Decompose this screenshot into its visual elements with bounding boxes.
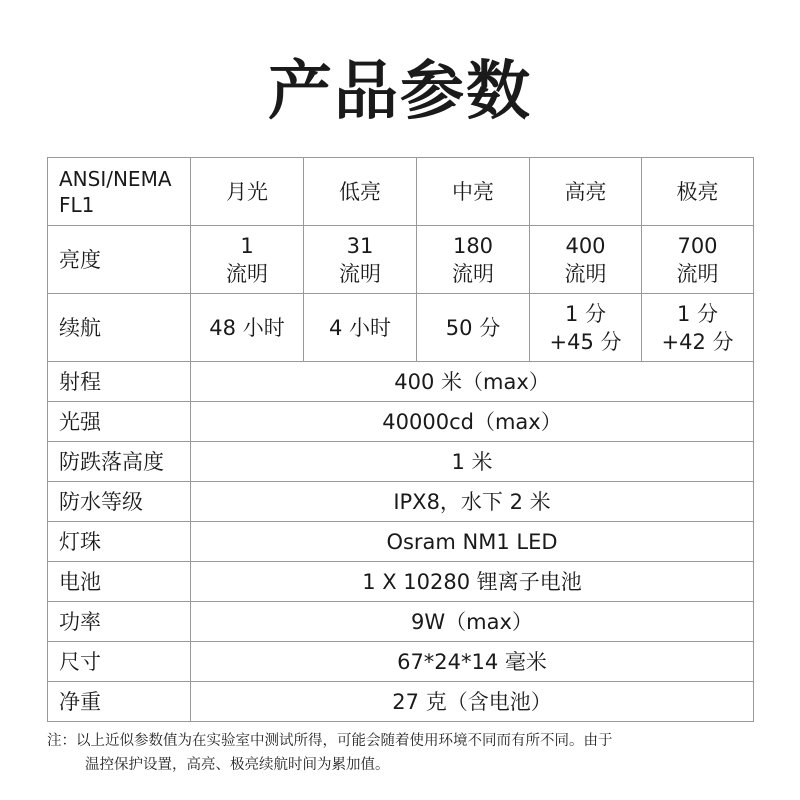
runtime-line1: 50 分 xyxy=(445,315,501,340)
spec-label: 防水等级 xyxy=(48,482,191,522)
spec-label: 光强 xyxy=(48,402,191,442)
spec-row-led xyxy=(48,522,754,562)
runtime-line1: 48 小时 xyxy=(209,315,285,340)
mode-header-low: 低亮 xyxy=(304,158,417,226)
header-row xyxy=(48,158,754,226)
mode-header-mid: 中亮 xyxy=(417,158,530,226)
brightness-value: 31 xyxy=(346,233,374,258)
footnote-line1: 注：以上近似参数值为在实验室中测试所得，可能会随着使用环境不同而有所不同。由于 xyxy=(47,733,613,749)
spec-value: 1 米 xyxy=(191,442,754,482)
spec-row-waterproof xyxy=(48,482,754,522)
brightness-value: 1 xyxy=(240,233,254,258)
spec-row-weight xyxy=(48,682,754,722)
spec-value: 400 米（max） xyxy=(191,362,754,402)
runtime-label: 续航 xyxy=(48,294,191,362)
mode-header-moonlight: 月光 xyxy=(191,158,304,226)
spec-value: 27 克（含电池） xyxy=(191,682,754,722)
spec-label: 电池 xyxy=(48,562,191,602)
spec-value: 1 X 10280 锂离子电池 xyxy=(191,562,754,602)
runtime-line2: +42 分 xyxy=(661,329,734,354)
footnote-line2: 温控保护设置，高亮、极亮续航时间为累加值。 xyxy=(85,757,390,773)
spec-value: 40000cd（max） xyxy=(191,402,754,442)
brightness-row xyxy=(48,226,754,294)
brightness-value: 700 xyxy=(677,233,718,258)
runtime-cell xyxy=(304,294,417,362)
brightness-unit: 流明 xyxy=(339,261,381,286)
spec-value: 67*24*14 毫米 xyxy=(191,642,754,682)
brightness-unit: 流明 xyxy=(564,261,607,286)
spec-row-intensity xyxy=(48,402,754,442)
brightness-unit: 流明 xyxy=(452,261,494,286)
spec-label: 防跌落高度 xyxy=(48,442,191,482)
mode-header-high: 高亮 xyxy=(530,158,642,226)
brightness-cell xyxy=(642,226,754,294)
brightness-cell xyxy=(417,226,530,294)
spec-table xyxy=(47,157,754,722)
spec-value: 9W（max） xyxy=(191,602,754,642)
brightness-cell xyxy=(530,226,642,294)
spec-value: Osram NM1 LED xyxy=(191,522,754,562)
brightness-cell xyxy=(304,226,417,294)
brightness-cell xyxy=(191,226,304,294)
standard-label-line2: FL1 xyxy=(59,192,95,217)
spec-row-size xyxy=(48,642,754,682)
page-title: 产品参数 xyxy=(268,55,532,129)
runtime-cell xyxy=(642,294,754,362)
standard-label-line1: ANSI/NEMA xyxy=(59,166,172,191)
spec-row-range xyxy=(48,362,754,402)
runtime-cell xyxy=(191,294,304,362)
runtime-cell xyxy=(530,294,642,362)
runtime-line1: 1 分 xyxy=(564,301,607,326)
brightness-unit: 流明 xyxy=(226,261,268,286)
spec-label: 射程 xyxy=(48,362,191,402)
spec-value: IPX8，水下 2 米 xyxy=(191,482,754,522)
spec-label: 尺寸 xyxy=(48,642,191,682)
brightness-label: 亮度 xyxy=(48,226,191,294)
brightness-value: 400 xyxy=(565,233,606,258)
runtime-row xyxy=(48,294,754,362)
runtime-line2: +45 分 xyxy=(549,329,622,354)
runtime-line1: 1 分 xyxy=(676,301,719,326)
runtime-cell xyxy=(417,294,530,362)
mode-header-turbo: 极亮 xyxy=(642,158,754,226)
spec-label: 净重 xyxy=(48,682,191,722)
runtime-line1: 4 小时 xyxy=(328,315,392,340)
brightness-value: 180 xyxy=(452,233,494,258)
footnote xyxy=(47,729,767,777)
spec-row-battery xyxy=(48,562,754,602)
spec-row-drop-height xyxy=(48,442,754,482)
spec-label: 灯珠 xyxy=(48,522,191,562)
standard-label-cell xyxy=(48,158,191,226)
brightness-unit: 流明 xyxy=(676,261,719,286)
spec-row-power xyxy=(48,602,754,642)
spec-label: 功率 xyxy=(48,602,191,642)
